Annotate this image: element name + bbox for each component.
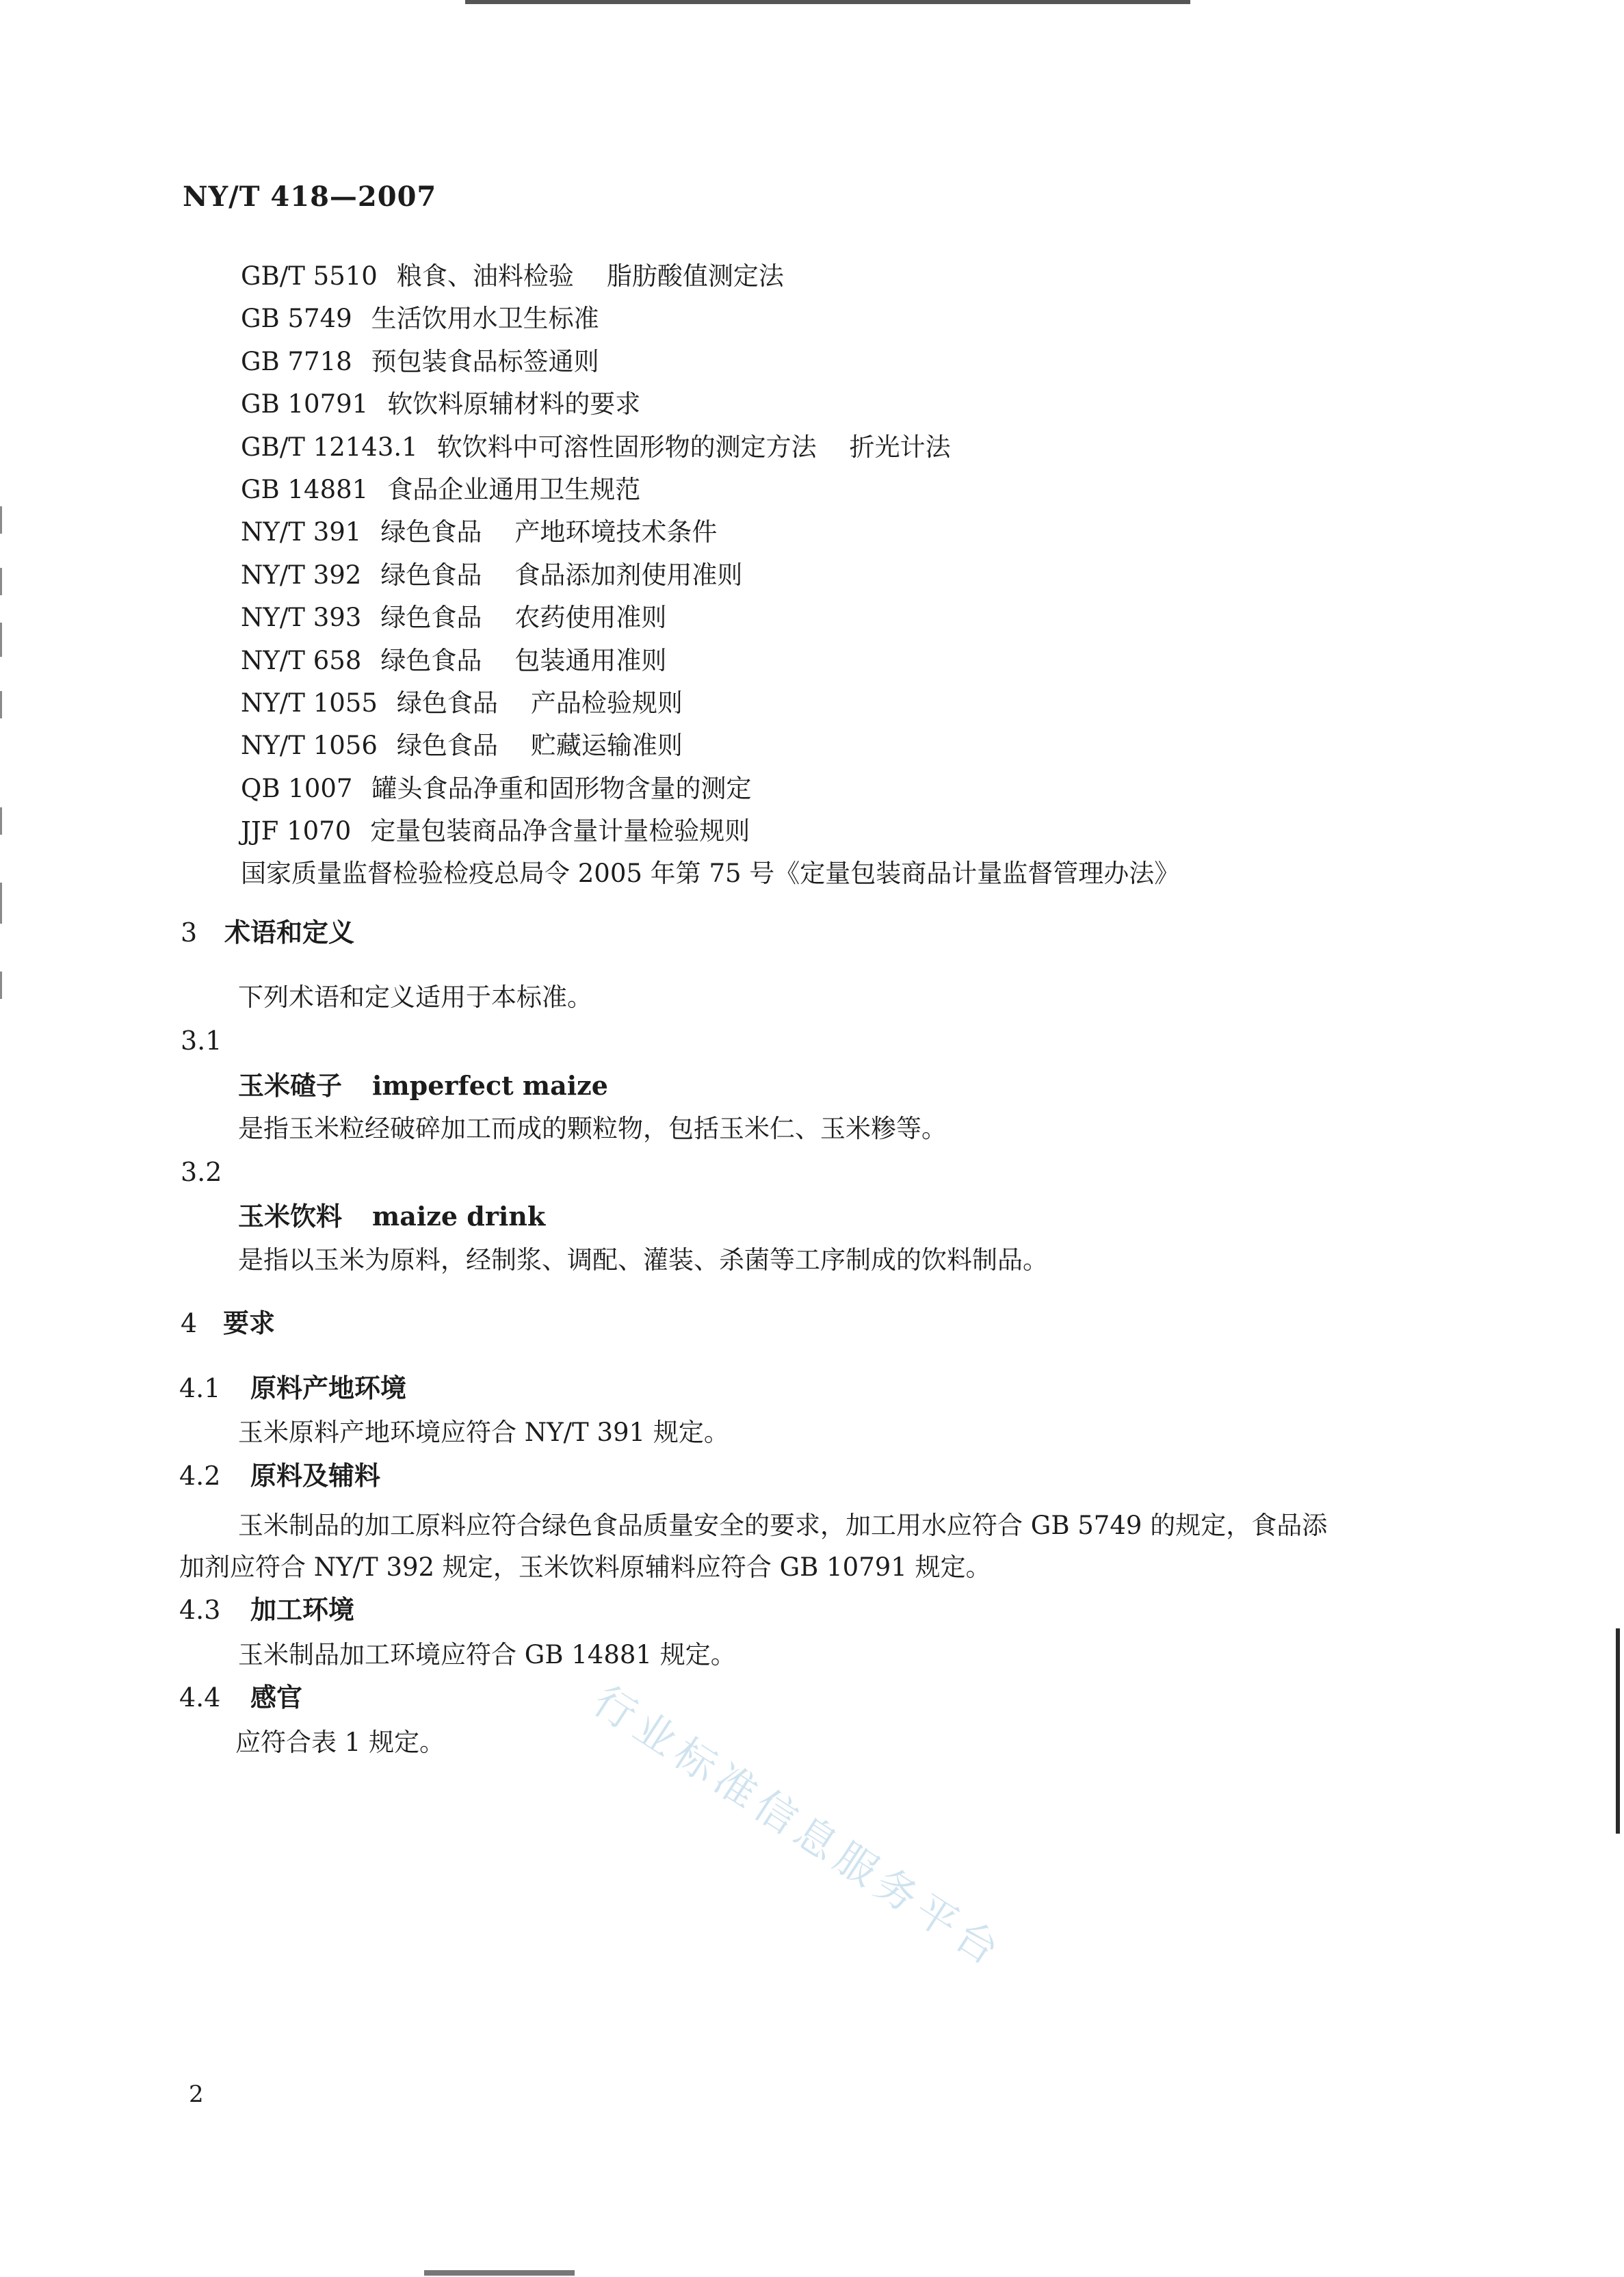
reference-code: JJF 1070	[241, 816, 352, 846]
scan-mark-left	[0, 506, 2, 534]
reference-title: 罐头食品净重和固形物含量的测定	[371, 773, 752, 803]
clause-number: 4.2	[179, 1461, 221, 1491]
term-definition: 是指玉米粒经破碎加工而成的颗粒物，包括玉米仁、玉米糁等。	[238, 1114, 947, 1143]
reference-title: 生活饮用水卫生标准	[371, 304, 599, 334]
reference-item	[241, 298, 1541, 340]
scan-mark-right	[1616, 1628, 1620, 1834]
reference-code: GB 10791	[241, 389, 369, 419]
paragraph: 玉米制品加工环境应符合 GB 14881 规定。	[238, 1640, 736, 1669]
reference-code: NY/T 1056	[241, 731, 378, 761]
clause-number: 3.2	[181, 1157, 222, 1187]
reference-title: 预包装食品标签通则	[371, 346, 599, 376]
reference-code: NY/T 1055	[241, 688, 378, 718]
section-number: 4	[181, 1308, 198, 1338]
reference-item	[241, 426, 1541, 469]
reference-item	[241, 640, 1541, 682]
standard-code: NY/T 418—2007	[183, 181, 437, 213]
scan-artifact-top	[465, 0, 1190, 4]
clause-title: 原料产地环境	[250, 1372, 407, 1403]
reference-title: 软饮料中可溶性固形物的测定方法 折光计法	[436, 432, 951, 462]
reference-item	[241, 469, 1541, 511]
paragraph: 玉米制品的加工原料应符合绿色食品质量安全的要求，加工用水应符合 GB 5749 的规定，食品添	[238, 1511, 1328, 1540]
paragraph: 应符合表 1 规定。	[235, 1728, 445, 1757]
clause-number: 4.4	[179, 1682, 221, 1713]
reference-title: 国家质量监督检验检疫总局令 2005 年第 75 号《定量包装商品计量监督管理办法》	[241, 859, 1180, 889]
term-definition: 是指以玉米为原料，经制浆、调配、灌装、杀菌等工序制成的饮料制品。	[238, 1245, 1048, 1275]
clause-title: 感官	[250, 1682, 303, 1713]
reference-item	[241, 725, 1541, 767]
scan-artifact-bottom	[424, 2270, 575, 2276]
page-number: 2	[189, 2081, 204, 2108]
scan-mark-left	[0, 568, 2, 595]
paragraph: 玉米原料产地环境应符合 NY/T 391 规定。	[238, 1418, 729, 1447]
scan-mark-left	[0, 623, 2, 657]
reference-code: NY/T 658	[241, 645, 362, 675]
section-title: 术语和定义	[224, 917, 355, 948]
reference-item	[241, 768, 1541, 810]
reference-title: 粮食、油料检验 脂肪酸值测定法	[396, 261, 784, 291]
reference-item	[241, 341, 1541, 383]
clause-number: 4.3	[179, 1595, 221, 1625]
reference-item	[241, 682, 1541, 725]
reference-title: 食品企业通用卫生规范	[387, 474, 641, 504]
reference-title: 绿色食品 包装通用准则	[380, 645, 667, 675]
reference-title: 定量包装商品净含量计量检验规则	[370, 816, 750, 846]
watermark: 行业标准信息服务平台	[584, 1676, 1012, 1978]
reference-code: GB 5749	[241, 304, 352, 334]
reference-item	[241, 853, 1541, 895]
reference-item	[241, 511, 1541, 554]
scan-mark-left	[0, 972, 2, 999]
reference-item	[241, 810, 1541, 853]
reference-code: NY/T 393	[241, 603, 362, 633]
reference-item	[241, 255, 1541, 298]
scan-mark-left	[0, 807, 2, 835]
scan-mark-left	[0, 691, 2, 718]
clause-number: 3.1	[181, 1026, 222, 1056]
reference-code: QB 1007	[241, 773, 353, 803]
reference-item	[241, 597, 1541, 639]
paragraph: 加剂应符合 NY/T 392 规定，玉米饮料原辅料应符合 GB 10791 规定。	[179, 1552, 991, 1582]
reference-code: NY/T 391	[241, 517, 362, 547]
reference-title: 绿色食品 贮藏运输准则	[396, 731, 683, 761]
paragraph: 下列术语和定义适用于本标准。	[238, 983, 592, 1012]
clause-title: 原料及辅料	[250, 1460, 381, 1491]
reference-item	[241, 554, 1541, 597]
section-number: 3	[181, 918, 198, 948]
reference-title: 绿色食品 农药使用准则	[380, 603, 667, 633]
section-title: 要求	[223, 1307, 276, 1338]
reference-code: GB/T 5510	[241, 261, 378, 291]
reference-code: GB/T 12143.1	[241, 432, 418, 462]
clause-title: 加工环境	[250, 1594, 355, 1625]
clause-number: 4.1	[179, 1373, 221, 1403]
normative-references-list	[241, 255, 1541, 896]
reference-title: 绿色食品 产地环境技术条件	[380, 517, 718, 547]
reference-code: NY/T 392	[241, 560, 362, 590]
reference-title: 绿色食品 产品检验规则	[396, 688, 683, 718]
reference-title: 绿色食品 食品添加剂使用准则	[380, 560, 743, 590]
reference-title: 软饮料原辅材料的要求	[387, 389, 641, 419]
reference-item	[241, 383, 1541, 426]
term-heading: 玉米碴子 imperfect maize	[238, 1070, 608, 1101]
reference-code: GB 7718	[241, 346, 352, 376]
reference-code: GB 14881	[241, 474, 369, 504]
scan-mark-left	[0, 883, 2, 924]
term-heading: 玉米饮料 maize drink	[238, 1201, 546, 1232]
